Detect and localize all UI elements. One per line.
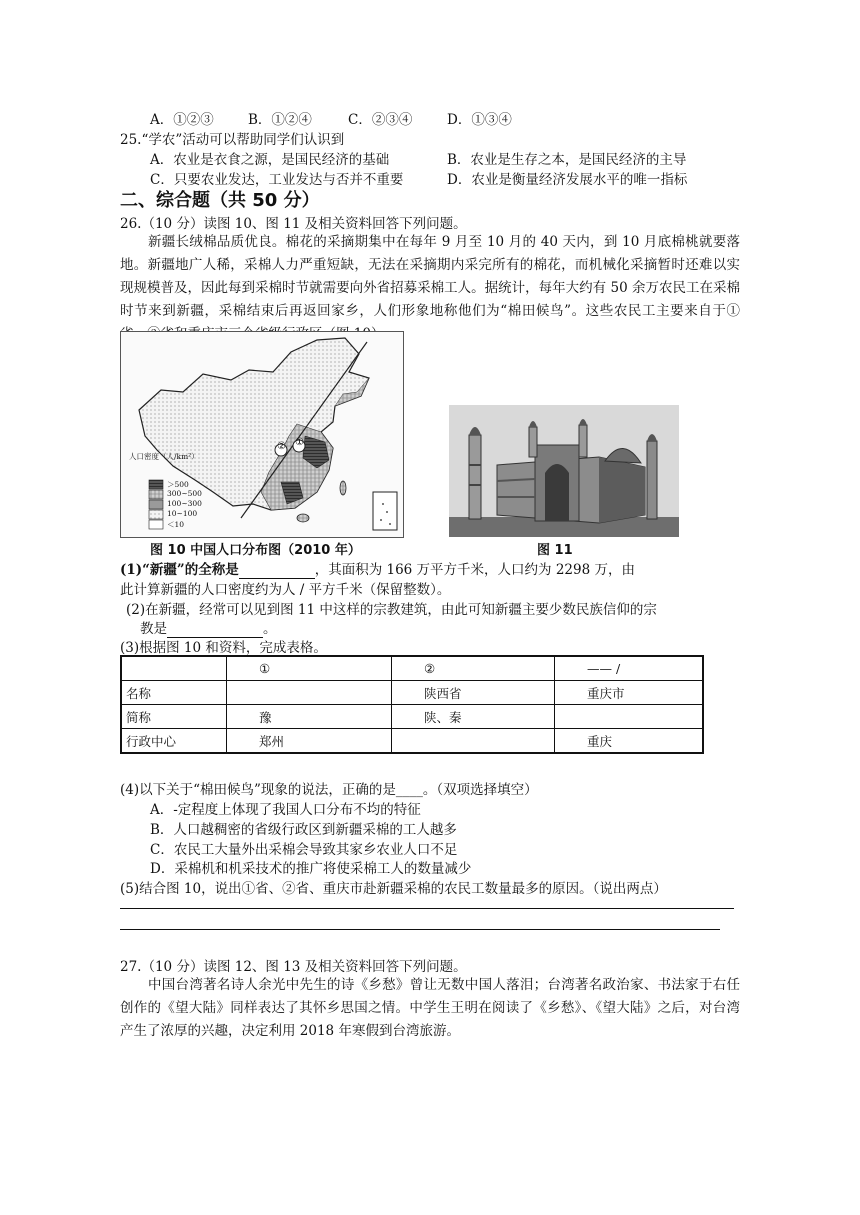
q26-part4-option-a: A．-定程度上体现了我国人口分布不均的特征 [150, 802, 421, 818]
q26-part4: (4)以下关于“棉田候鸟”现象的说法，正确的是____。（双项选择填空） [120, 782, 538, 798]
q26-part1-a: (1)“新疆”的全称是 [120, 562, 239, 578]
table-row [121, 729, 703, 754]
province-table [120, 655, 704, 754]
table-cell[interactable] [392, 729, 555, 754]
q24-option-b: B．①②④ [248, 112, 312, 128]
q25-option-c: C．只要农业发达，工业发达与否并不重要 [150, 172, 404, 188]
legend-item-4: 10~100 [167, 509, 198, 518]
q25-option-b: B．农业是生存之本，是国民经济的主导 [447, 152, 687, 168]
china-map-graphic [121, 332, 403, 537]
map-legend-title: 人口密度（人/km²） [129, 452, 199, 461]
q24-option-d: D．①③④ [447, 112, 512, 128]
fig10-caption: 图 10 中国人口分布图（2010 年） [150, 543, 361, 558]
table-header-cell: —— / [555, 656, 704, 681]
q27-stem: 27.（10 分）读图 12、图 13 及相关资料回答下列问题。 [120, 959, 467, 975]
q26-part2-c: 。 [263, 621, 277, 637]
table-cell: 名称 [121, 681, 227, 705]
table-row [121, 705, 703, 729]
q26-part4-option-b: B．人口越稠密的省级行政区到新疆采棉的工人越多 [150, 822, 457, 838]
table-cell: 陕、秦 [392, 705, 555, 729]
q26-part1-b: ，其面积为 166 万平方千米，人口约为 2298 万，由 [314, 562, 635, 578]
table-header-row [121, 656, 703, 681]
table-cell: 陕西省 [392, 681, 555, 705]
legend-item-5: ＜10 [167, 520, 185, 529]
q24-option-a: A．①②③ [150, 112, 214, 128]
q27-passage-text: 中国台湾著名诗人余光中先生的诗《乡愁》曾让无数中国人落泪；台湾著名政治家、书法家于右任创作的《望大陆》同样表达了其怀乡思国之情。中学生王明在阅读了《乡愁》、《望大陆》之后，对台湾产生了浓厚的兴趣，决定利用 2018 年寒假到台湾旅游。 [120, 977, 740, 1039]
q26-part4-option-c: C．农民工大量外出采棉会导致其家乡农业人口不足 [150, 842, 458, 858]
table-header-cell [121, 656, 227, 681]
table-cell: 行政中心 [121, 729, 227, 754]
q25-stem: 25.“学农”活动可以帮助同学们认识到 [120, 132, 345, 148]
table-cell[interactable] [227, 681, 392, 705]
legend-item-2: 300~500 [167, 489, 202, 498]
table-cell: 重庆 [555, 729, 704, 754]
table-cell: 豫 [227, 705, 392, 729]
fig11-caption: 图 11 [537, 543, 573, 558]
mosque-photo [449, 405, 679, 537]
table-cell: 郑州 [227, 729, 392, 754]
population-map [120, 331, 404, 538]
q26-stem: 26.（10 分）读图 10、图 11 及相关资料回答下列问题。 [120, 216, 467, 232]
q26-part2-line2 [140, 617, 277, 638]
table-cell: 简称 [121, 705, 227, 729]
legend-item-1: ＞500 [167, 480, 189, 489]
section-title: 二、综合题（共 50 分） [120, 190, 320, 211]
table-header-cell: ② [392, 656, 555, 681]
answer-line[interactable] [120, 908, 734, 909]
table-cell[interactable] [555, 705, 704, 729]
q27-passage [120, 974, 740, 1043]
map-label-1: ① [295, 437, 304, 448]
q24-option-c: C．②③④ [348, 112, 413, 128]
map-label-2: ② [277, 441, 286, 452]
q26-part1-c: 此计算新疆的人口密度约为人 / 平方千米（保留整数）。 [120, 582, 451, 598]
q26-part2-a: (2)在新疆，经常可以见到图 11 中这样的宗教建筑，由此可知新疆主要少数民族信仰的宗 [126, 602, 657, 618]
q26-passage [120, 231, 740, 346]
table-row [121, 681, 703, 705]
q26-part1-line1 [120, 558, 635, 579]
table-cell: 重庆市 [555, 681, 704, 705]
table-header-cell: ① [227, 656, 392, 681]
q26-passage-text: 新疆长绒棉品质优良。棉花的采摘期集中在每年 9 月至 10 月的 40 天内，到 10 月底棉桃就要落地。新疆地广人稀，采棉人力严重短缺，无法在采摘期内采完所有的棉花，而机械化采摘暂时还难以实现规模普及，因此每到采棉时节就需要向外省招募采棉工人。据统计，每年大约有 50 余万农民工在采棉时节来到新疆，采棉结束后再返回家乡，人们形象地称他们为“棉田候鸟”。这些农民工主要来自于① [120, 234, 740, 319]
q25-option-a: A．农业是衣食之源，是国民经济的基础 [150, 152, 390, 168]
q26-part5: (5)结合图 10，说出①省、②省、重庆市赴新疆采棉的农民工数量最多的原因。（说出两点） [120, 881, 667, 897]
answer-line[interactable] [120, 929, 720, 930]
q26-part3: (3)根据图 10 和资料，完成表格。 [120, 640, 327, 656]
q26-part2-b: 教是 [140, 621, 167, 637]
mosque-graphic [449, 405, 679, 537]
legend-item-3: 100~300 [167, 499, 202, 508]
q25-option-d: D．农业是衡量经济发展水平的唯一指标 [447, 172, 688, 188]
blank-xinjiang-fullname[interactable] [239, 562, 315, 579]
q26-part4-option-d: D．采棉机和机采技术的推广将使采棉工人的数量减少 [150, 861, 472, 877]
